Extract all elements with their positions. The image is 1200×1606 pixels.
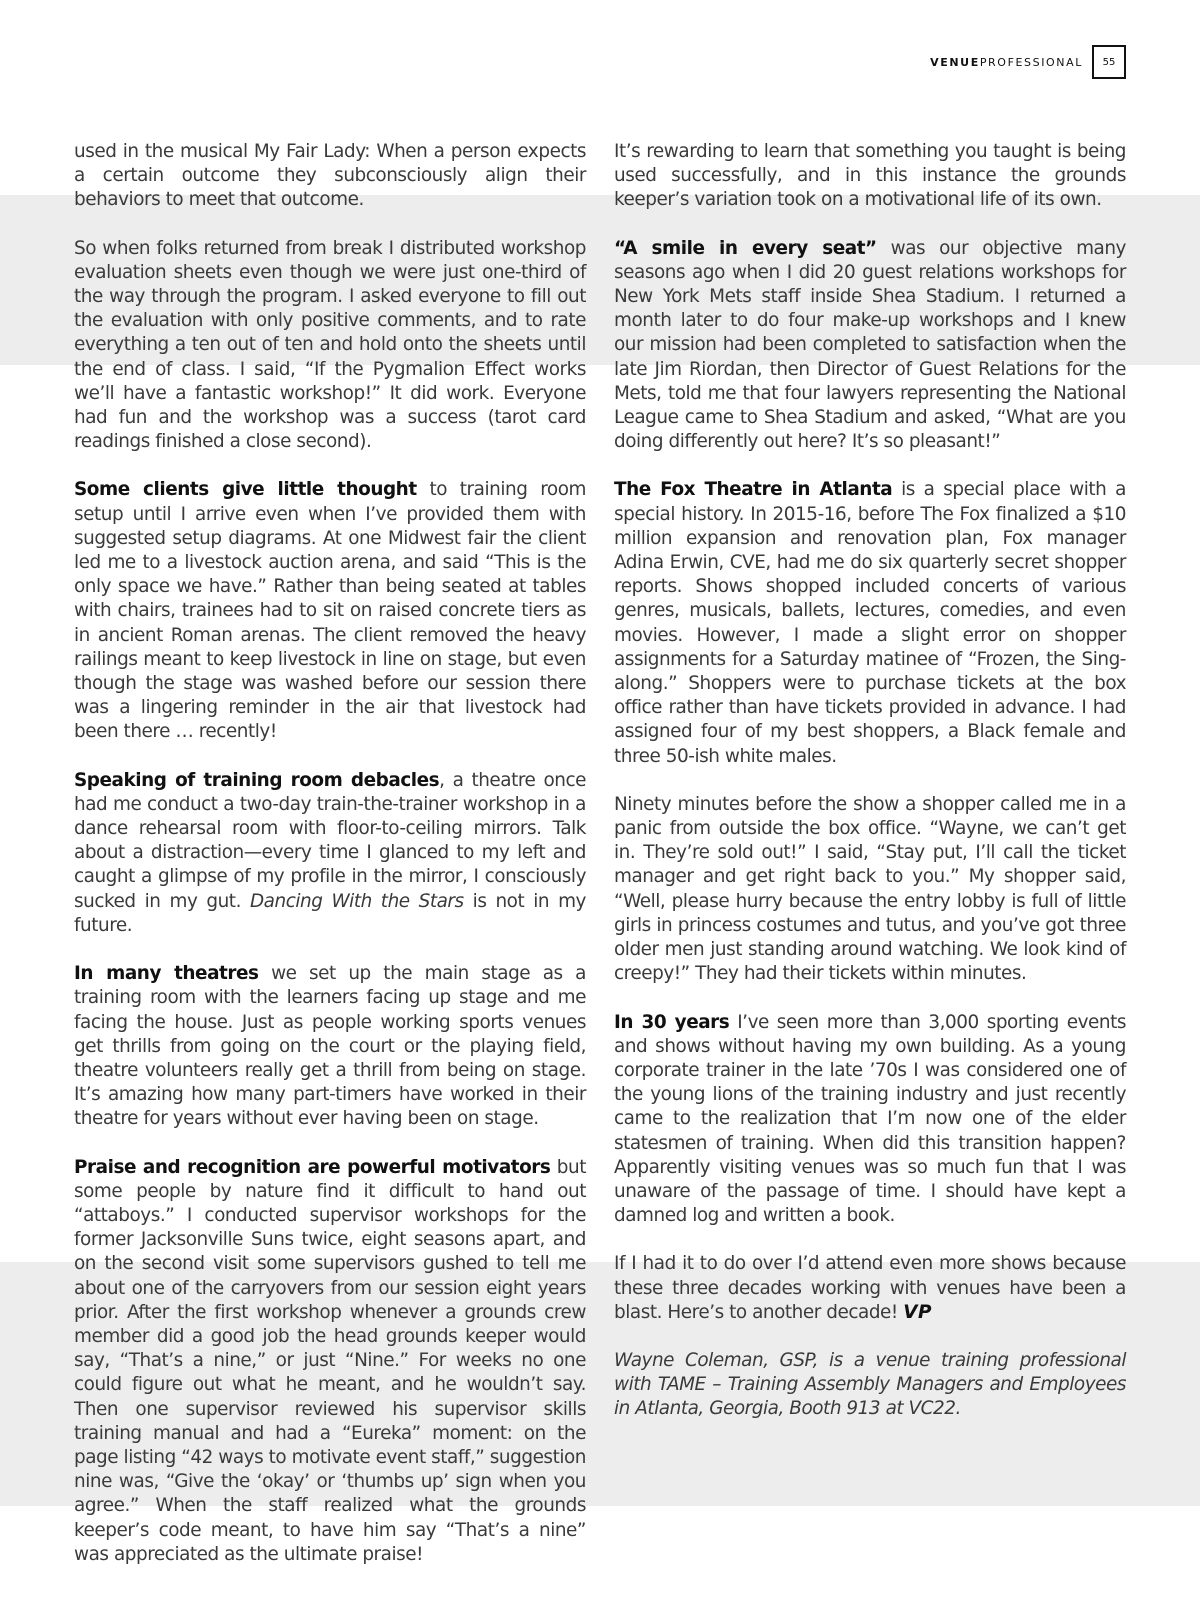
author-bio: Wayne Coleman, GSP, is a venue training professional with TAME – Training Assembly Managers and Employees in Atlanta, Georgia, Booth 913 at VC22. — [614, 1349, 1126, 1420]
paragraph-body: is a special place with a special history. In 2015-16, before The Fox finalized a $10 million expansion and renovation plan, Fox manager Adina Erwin, CVE, had me do six quarterly secret shopper reports. Shows shopped included concerts of various genres, musicals, ballets, lectures, comedies, and even movies. However, I made a slight error on shopper assignments for a Saturday matinee of “Frozen, the Sing-along.” Shoppers were to purchase tickets at the box office rather than have tickets provided in advance. I had assigned four of my best shoppers, a Black female and three 50-ish white males. — [614, 479, 1126, 767]
paragraph-body: I’ve seen more than 3,000 sporting events and shows without having my own building. As a young corporate trainer in the late ’70s I was considered one of the young lions of the training industry and just recently came to the realization that I’m now one of the elder statesmen of training. When did this transition happen? Apparently visiting venues was so much fun that I was unaware of the passage of time. I should have kept a damned log and written a book. — [614, 1011, 1126, 1227]
paragraph — [74, 1156, 586, 1567]
paragraph-body: to training room setup until I arrive even when I’ve provided them with suggested setup diagrams. At one Midwest fair the client led me to a livestock auction arena, and said “This is the only space we have.” Rather than being seated at tables with chairs, trainees had to sit on raised concrete tiers as in ancient Roman arenas. The client removed the heavy railings meant to keep livestock in line on stage, but even though the stage was washed before our session there was a lingering reminder in the air that livestock had been there … recently! — [74, 479, 586, 743]
paragraph-end: is not in my future. — [74, 890, 586, 936]
paragraph: Ninety minutes before the show a shopper called me in a panic from outside the box office. “Wayne, we can’t get in. They’re sold out!” I said, “Stay put, I’ll call the ticket manager and get right back to you.” My shopper said, “Well, please hurry because the entry lobby is full of little girls in princess costumes and tutus, and you’ve got three older men just standing around watching. We look kind of creepy!” They had their tickets within minutes. — [614, 793, 1126, 985]
left-column — [74, 140, 586, 1591]
paragraph — [74, 962, 586, 1131]
paragraph — [614, 478, 1126, 768]
paragraph-body: , a theatre once had me conduct a two-day train-the-trainer workshop in a dance rehearsal room with floor-to-ceiling mirrors. Talk about a distraction—every time I glanced to my left and caught a glimpse of my profile in the mirror, I consciously sucked in my gut. — [74, 769, 586, 912]
paragraph-body: If I had it to do over I’d attend even more shows because these three decades working with venues have been a blast. Here’s to another decade! — [614, 1253, 1126, 1323]
paragraph — [614, 1252, 1126, 1325]
magazine-brand — [930, 56, 1083, 69]
paragraph-lead: “A smile in every seat” — [614, 237, 877, 259]
paragraph-body: but some people by nature find it difficult to hand out “attaboys.” I conducted supervisor workshops for the former Jacksonville Suns twice, eight seasons apart, and on the second visit some supervisors gushed to tell me about one of the carryovers from our session eight years prior. After the first workshop whenever a grounds crew member did a good job the head grounds keeper would say, “That’s a nine,” or just “Nine.” For weeks no one could figure out what he meant, and he wouldn’t say. Then one supervisor reviewed his supervisor skills training manual and had a “Eureka” moment: on the page listing “42 ways to motivate event staff,” suggestion nine was, “Give the ‘okay’ or ‘thumbs up’ sign when you agree.” When the staff realized what the grounds keeper’s code meant, to have him say “That’s a nine” was appreciated as the ultimate praise! — [74, 1156, 586, 1565]
brand-bold: VENUE — [930, 55, 980, 69]
paragraph-body: we set up the main stage as a training room with the learners facing up stage and me facing the house. Just as people working sports venues get thrills from going on the court or the playing field, theatre volunteers really get a thrill from being on stage. It’s amazing how many part-timers have worked in their theatre for years without ever having been on stage. — [74, 963, 586, 1130]
show-title: Dancing With the Stars — [249, 890, 464, 912]
paragraph-lead: Some clients give little thought — [74, 479, 417, 501]
paragraph: So when folks returned from break I distributed workshop evaluation sheets even though we were just one-third of the way through the program. I asked everyone to fill out the evaluation with only positive comments, and to rate everything a ten out of ten and hold onto the sheets until the end of class. I said, “If the Pygmalion Effect works we’ll have a fantastic workshop!” It did work. Everyone had fun and the workshop was a success (tarot card readings finished a close second). — [74, 237, 586, 453]
right-column — [614, 140, 1126, 1446]
paragraph-lead: In 30 years — [614, 1011, 730, 1033]
page-number: 55 — [1092, 45, 1126, 79]
paragraph — [614, 237, 1126, 455]
paragraph-lead: Praise and recognition are powerful motivators — [74, 1156, 551, 1178]
paragraph — [74, 769, 586, 938]
paragraph: used in the musical My Fair Lady: When a person expects a certain outcome they subconsciously align their behaviors to meet that outcome. — [74, 141, 586, 211]
paragraph-body: was our objective many seasons ago when I did 20 guest relations workshops for New York Mets staff inside Shea Stadium. I returned a month later to do four make-up workshops and I knew our mission had been completed to satisfaction when the late Jim Riordan, then Director of Guest Relations for the Mets, told me that four lawyers representing the National League came to Shea Stadium and asked, “What are you doing differently out here? It’s so pleasant!” — [614, 237, 1126, 453]
paragraph-lead: In many theatres — [74, 963, 259, 985]
vp-signature: VP — [903, 1301, 932, 1323]
paragraph: It’s rewarding to learn that something you taught is being used successfully, and in this instance the grounds keeper’s variation took on a motivational life of its own. — [614, 141, 1126, 211]
paragraph-lead: Speaking of training room debacles — [74, 769, 440, 791]
paragraph — [614, 1011, 1126, 1229]
page-header — [930, 45, 1126, 79]
paragraph-lead: The Fox Theatre in Atlanta — [614, 479, 893, 501]
paragraph — [74, 478, 586, 744]
brand-regular: PROFESSIONAL — [979, 55, 1083, 69]
